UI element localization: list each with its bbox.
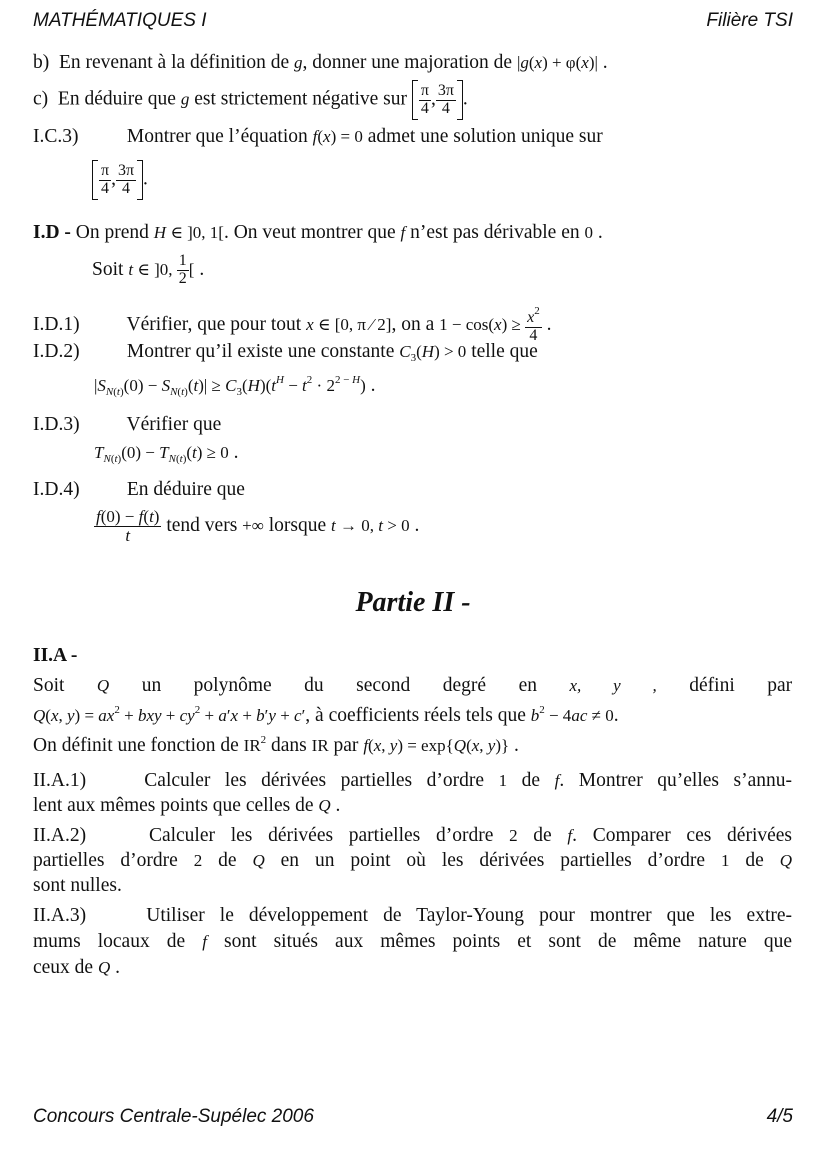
w-4: du xyxy=(304,675,324,696)
label-iia3: II.A.3) xyxy=(33,905,87,926)
ic3-interval: $\frac{\pi}{4}$ , $\frac{3\pi}{4}$ . xyxy=(92,160,148,200)
w-6: degré xyxy=(442,675,487,696)
w-8: x, y , xyxy=(569,676,657,695)
text-b-2: , donner une majoration de xyxy=(302,52,513,73)
label-id1: I.D.1) xyxy=(33,313,80,335)
text-id2-2: telle que xyxy=(471,341,538,362)
part-title: Partie II - xyxy=(355,587,471,618)
question-iia2: II.A.2) Calculer les dérivées partielles d’ordre 2 de f. Comparer ces dérivées xyxy=(33,825,793,846)
footer-contest: Concours Centrale-Supélec 2006 xyxy=(33,1106,314,1127)
text-def-2: dans xyxy=(271,735,307,756)
question-iia3 xyxy=(33,905,792,927)
w-5: second xyxy=(356,675,411,696)
id4-formula: $\frac{f(0) - f(t)}{t}$ tend vers +∞ lorsque t → 0, t > 0 . xyxy=(96,507,420,545)
text-iia1-1c: . Montrer qu’elles s’annu- xyxy=(559,770,793,791)
text-iia3-1: Utiliser le développement de Taylor-Young pour montrer que les extre- xyxy=(146,905,793,926)
text-iia2-2d: de xyxy=(745,850,764,871)
iia2-line2: partielles d’ordre 2 de Q en un point où les dérivées partielles d’ordre 1 de Q xyxy=(33,850,793,871)
header-track: Filière TSI xyxy=(706,10,793,31)
iia3-line2: mums locaux de f sont situés aux mêmes points et sont de même nature que xyxy=(33,931,793,952)
text-iia1-2: lent aux mêmes points que celles de xyxy=(33,795,314,816)
text-id-3: n’est pas dérivable en xyxy=(410,222,580,243)
text-b-1: En revenant à la définition de xyxy=(59,52,290,73)
id-soit: Soit t ∈ ]0, $\frac{1}{2}$ [ . xyxy=(92,252,205,287)
text-iia2-2c: en un point où les dérivées partielles d’ordre xyxy=(280,850,706,871)
text-id4-1: En déduire que xyxy=(126,479,245,500)
w-7: en xyxy=(518,675,537,696)
page-number: 4/5 xyxy=(766,1106,793,1127)
text-iia2-1: Calculer les dérivées partielles d’ordre xyxy=(148,825,494,846)
text-soit: Soit xyxy=(92,258,124,280)
text-id2-1: Montrer qu’il existe une constante xyxy=(126,341,395,362)
text-iia3-2a: mums locaux de xyxy=(33,931,186,952)
id3-formula: $T_{N(t)}(0) - T_{N(t)}(t) \ge 0$ . xyxy=(94,442,239,465)
text-id-1: On prend xyxy=(75,222,149,243)
question-iia1: II.A.1) Calculer les dérivées partielles d’ordre 1 de f. Montrer qu’elles s’annu- xyxy=(33,770,793,791)
w-9: défini xyxy=(689,675,735,696)
text-coef: , à coefficients réels tels que xyxy=(305,705,526,726)
text-iia3-2b: sont situés aux mêmes points et sont de même nature que xyxy=(224,931,793,952)
text-id4-2: tend vers xyxy=(166,514,238,536)
question-id3 xyxy=(33,414,221,436)
text-id-2: . On veut montrer que xyxy=(223,222,396,243)
text-def-3: par xyxy=(333,735,359,756)
question-b: b) En revenant à la définition de g, donner une majoration de |g(x) + φ(x)| . xyxy=(33,52,608,73)
iia-poly-def: Q(x, $y) = ax^2$ + bxy + $cy^2 + a'x + b'y + c'$, à coefficients réels tels que $b^2 - 4ac \ne 0$. xyxy=(33,704,619,726)
text-def-1: On définit une fonction de xyxy=(33,735,239,756)
iia3-line3: ceux de Q . xyxy=(33,957,120,978)
text-iia2-1b: de xyxy=(533,825,552,846)
question-id1: I.D.1) Vérifier, que pour tout x ∈ [0, π ⁄ 2], on a 1 − cos(x) ≥ $\frac{x^2}{4}$ . xyxy=(33,305,552,344)
question-ic3: I.C.3) Montrer que l’équation f(x) = 0 admet une solution unique sur xyxy=(33,126,603,147)
label-id4: I.D.4) xyxy=(33,479,80,500)
w-10: par xyxy=(767,675,793,696)
iia-soit-line xyxy=(33,675,792,697)
text-ic3-1: Montrer que l’équation xyxy=(126,126,308,147)
label-iia2: II.A.2) xyxy=(33,825,87,846)
label-c: c) xyxy=(33,88,49,110)
w-3: polynôme xyxy=(193,675,272,696)
id2-formula: $|S_{N(t)}(0) - S_{N(t)}(t)| \ge C_3(H)(t^H - t^2 \cdot 2^{2 - H})$ . xyxy=(94,374,376,398)
label-id2: I.D.2) xyxy=(33,341,80,362)
w-1: Q xyxy=(96,676,110,695)
text-id3-1: Vérifier que xyxy=(126,414,222,435)
section-id: I.D - On prend H ∈ ]0, 1[. On veut montrer que f n’est pas dérivable en 0 . xyxy=(33,222,603,243)
header-subject: MATHÉMATIQUES I xyxy=(33,10,207,31)
text-iia1-1: Calculer les dérivées partielles d’ordre xyxy=(144,770,485,791)
text-ic3-2: admet une solution unique sur xyxy=(367,126,603,147)
question-id4 xyxy=(33,479,245,501)
w-0: Soit xyxy=(33,675,65,696)
text-id1-2: , on a xyxy=(391,313,435,335)
text-iia2-2b: de xyxy=(218,850,237,871)
label-id3: I.D.3) xyxy=(33,414,80,435)
text-iia3-3: ceux de xyxy=(33,957,94,978)
iia-f-def: On définit une fonction de $IR^2$ dans IR par f(x, y) = exp{Q(x, y)} . xyxy=(33,734,519,756)
text-iia2-1c: . Comparer ces dérivées xyxy=(572,825,793,846)
text-id1-1: Vérifier, que pour tout xyxy=(126,313,302,335)
question-c: c) En déduire que g est strictement négative sur $\frac{\pi}{4}$ , $\frac{3\pi}{4}$ . xyxy=(33,80,468,120)
iia1-line2: lent aux mêmes points que celles de Q . xyxy=(33,795,341,816)
label-iia1: II.A.1) xyxy=(33,770,87,791)
text-id4-3: lorsque xyxy=(268,514,327,536)
text-iia1-1b: de xyxy=(521,770,541,791)
label-id: I.D - xyxy=(33,222,71,243)
text-iia2-2a: partielles d’ordre xyxy=(33,850,178,871)
question-id2: I.D.2) Montrer qu’il existe une constante $C_3(H) > 0$ telle que xyxy=(33,341,538,364)
text-c-2: est strictement négative sur xyxy=(194,88,408,110)
section-iia: II.A - xyxy=(33,645,78,666)
iia2-line3: sont nulles. xyxy=(33,875,122,896)
text-c-1: En déduire que xyxy=(57,88,176,110)
w-2: un xyxy=(141,675,162,696)
label-b: b) xyxy=(33,52,50,73)
label-ic3: I.C.3) xyxy=(33,126,79,147)
